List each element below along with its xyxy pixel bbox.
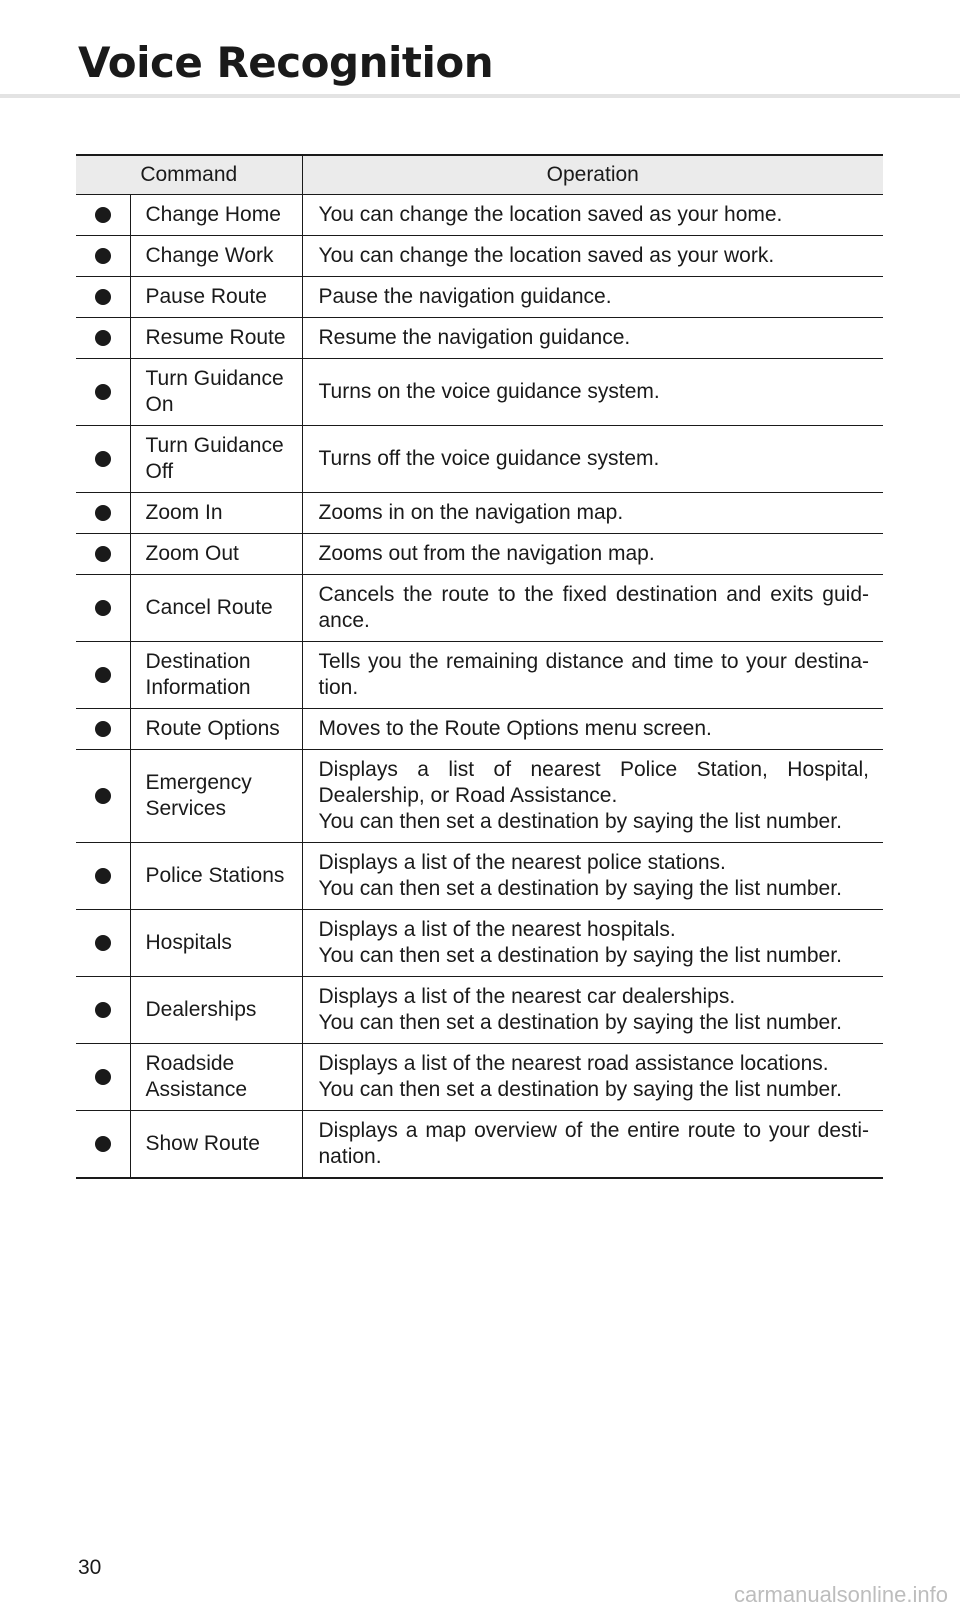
bullet-dot-icon [95, 600, 111, 616]
command-cell: Route Options [130, 709, 302, 750]
bullet-cell [76, 236, 130, 277]
command-cell: Zoom Out [130, 534, 302, 575]
bullet-dot-icon [95, 1002, 111, 1018]
command-cell: Turn Guidance On [130, 359, 302, 426]
command-cell: Police Stations [130, 843, 302, 910]
bullet-cell [76, 1111, 130, 1179]
command-cell: Show Route [130, 1111, 302, 1179]
table-row [76, 575, 883, 642]
page-title: Voice Recognition [78, 38, 494, 87]
command-cell: Change Home [130, 195, 302, 236]
operation-cell: Displays a list of the nearest car dealerships. You can then set a destination by saying the list number. [302, 977, 883, 1044]
table-row [76, 236, 883, 277]
table-header-row [76, 155, 883, 195]
command-cell: Emergency Services [130, 750, 302, 843]
bullet-cell [76, 642, 130, 709]
operation-cell: Cancels the route to the fixed destination and exits guid-ance. [302, 575, 883, 642]
bullet-cell [76, 359, 130, 426]
command-cell: Change Work [130, 236, 302, 277]
command-cell: Destination Information [130, 642, 302, 709]
table-row [76, 426, 883, 493]
bullet-cell [76, 195, 130, 236]
bullet-dot-icon [95, 207, 111, 223]
command-cell: Hospitals [130, 910, 302, 977]
bullet-cell [76, 534, 130, 575]
header-operation: Operation [302, 155, 883, 195]
operation-cell: Resume the navigation guidance. [302, 318, 883, 359]
bullet-cell [76, 493, 130, 534]
command-table [76, 154, 883, 1179]
table-row [76, 709, 883, 750]
operation-cell: Zooms in on the navigation map. [302, 493, 883, 534]
command-cell: Roadside Assistance [130, 1044, 302, 1111]
table-row [76, 1111, 883, 1179]
bullet-dot-icon [95, 384, 111, 400]
operation-cell: Moves to the Route Options menu screen. [302, 709, 883, 750]
bullet-dot-icon [95, 1069, 111, 1085]
bullet-cell [76, 1044, 130, 1111]
table-row [76, 642, 883, 709]
table-row [76, 1044, 883, 1111]
command-cell: Zoom In [130, 493, 302, 534]
table-row [76, 534, 883, 575]
bullet-dot-icon [95, 546, 111, 562]
operation-cell: Turns off the voice guidance system. [302, 426, 883, 493]
bullet-dot-icon [95, 330, 111, 346]
bullet-cell [76, 318, 130, 359]
operation-cell: Displays a list of nearest Police Station, Hospital, Dealership, or Road Assistance. You can then set a destination by saying the list number. [302, 750, 883, 843]
table-row [76, 750, 883, 843]
title-divider [0, 94, 960, 98]
table-row [76, 493, 883, 534]
operation-cell: Displays a list of the nearest hospitals. You can then set a destination by saying the list number. [302, 910, 883, 977]
operation-cell: Tells you the remaining distance and time to your destina-tion. [302, 642, 883, 709]
command-cell: Turn Guidance Off [130, 426, 302, 493]
table-row [76, 195, 883, 236]
page-number: 30 [78, 1556, 102, 1579]
table-row [76, 318, 883, 359]
operation-cell: Displays a list of the nearest police stations. You can then set a destination by saying the list number. [302, 843, 883, 910]
bullet-dot-icon [95, 788, 111, 804]
operation-cell: Pause the navigation guidance. [302, 277, 883, 318]
bullet-dot-icon [95, 1136, 111, 1152]
command-cell: Pause Route [130, 277, 302, 318]
bullet-dot-icon [95, 451, 111, 467]
operation-cell: Displays a list of the nearest road assistance locations. You can then set a destination by saying the list number. [302, 1044, 883, 1111]
bullet-cell [76, 750, 130, 843]
table-row [76, 910, 883, 977]
table-body [76, 195, 883, 1179]
table-row [76, 977, 883, 1044]
operation-cell: You can change the location saved as your work. [302, 236, 883, 277]
operation-cell: You can change the location saved as your home. [302, 195, 883, 236]
bullet-dot-icon [95, 289, 111, 305]
header-command: Command [76, 155, 302, 195]
bullet-dot-icon [95, 248, 111, 264]
table-row [76, 843, 883, 910]
command-cell: Resume Route [130, 318, 302, 359]
bullet-cell [76, 977, 130, 1044]
command-cell: Cancel Route [130, 575, 302, 642]
bullet-dot-icon [95, 868, 111, 884]
table-row [76, 277, 883, 318]
bullet-cell [76, 843, 130, 910]
bullet-dot-icon [95, 505, 111, 521]
bullet-cell [76, 277, 130, 318]
bullet-dot-icon [95, 667, 111, 683]
bullet-dot-icon [95, 721, 111, 737]
operation-cell: Displays a map overview of the entire route to your desti-nation. [318, 1119, 869, 1168]
bullet-cell [76, 575, 130, 642]
bullet-cell [76, 426, 130, 493]
table-row [76, 359, 883, 426]
operation-cell: Turns on the voice guidance system. [302, 359, 883, 426]
operation-cell: Zooms out from the navigation map. [302, 534, 883, 575]
command-cell: Dealerships [130, 977, 302, 1044]
bullet-dot-icon [95, 935, 111, 951]
watermark: carmanualsonline.info [733, 1582, 948, 1607]
bullet-cell [76, 709, 130, 750]
bullet-cell [76, 910, 130, 977]
